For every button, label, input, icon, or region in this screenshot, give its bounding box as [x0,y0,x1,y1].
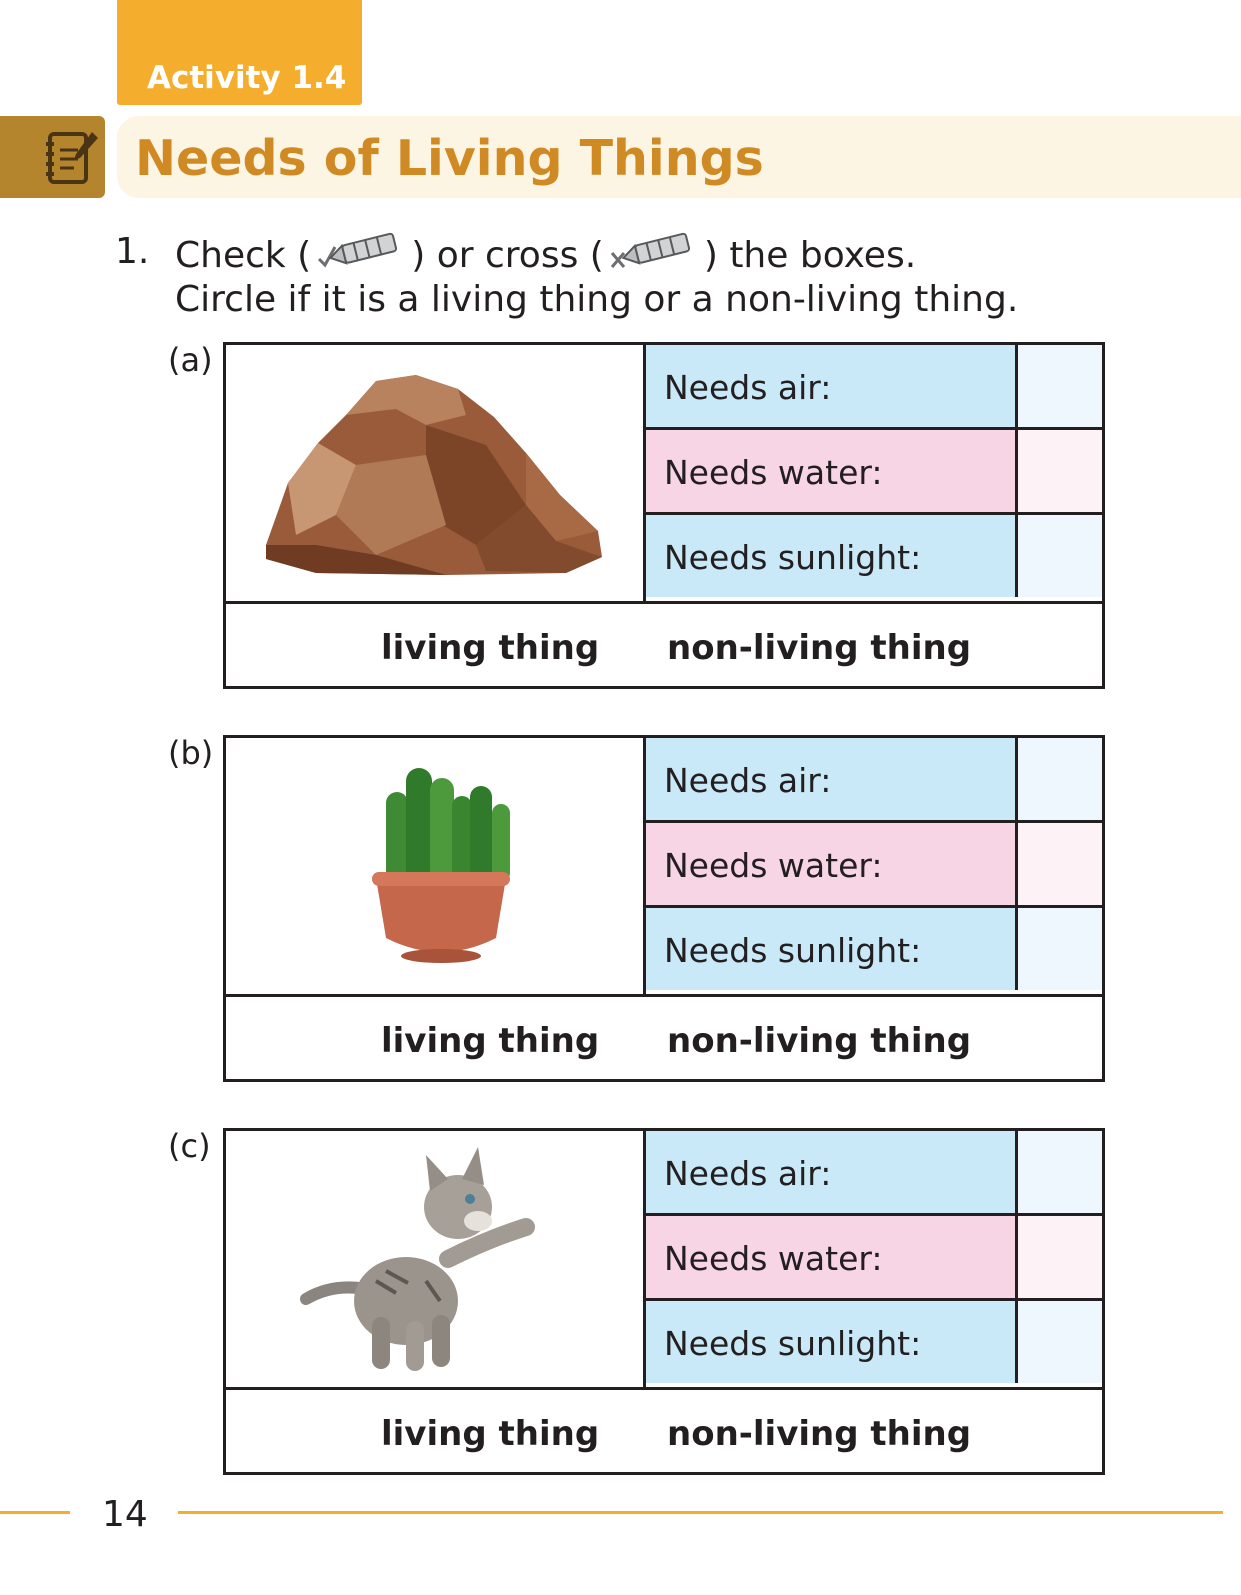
need-air-row [646,738,1102,823]
non-living-thing-option[interactable]: non-living thing [667,628,972,668]
classification-row [226,1387,1102,1472]
non-living-thing-option[interactable]: non-living thing [667,1021,972,1061]
instruction-check-text: Check ( [175,234,312,276]
need-air-row [646,345,1102,430]
living-thing-option[interactable]: living thing [381,1414,600,1454]
activity-tab [117,0,362,105]
item-label-c: (c) [168,1127,211,1165]
kitten-picture [226,1131,646,1387]
need-sunlight-answer-box[interactable] [1018,908,1102,990]
need-sunlight-answer-box[interactable] [1018,1301,1102,1383]
need-water-answer-box[interactable] [1018,430,1102,512]
notebook-pencil-icon [44,128,100,188]
need-air-answer-box[interactable] [1018,738,1102,820]
worksheet-icon-box [0,116,105,198]
classification-row [226,994,1102,1079]
need-air-label: Needs air: [646,345,1018,427]
classification-row [226,601,1102,686]
question-number: 1. [115,231,150,272]
needs-table-rock [646,345,1102,601]
need-water-answer-box[interactable] [1018,1216,1102,1298]
need-sunlight-row [646,908,1102,994]
page-number: 14 [102,1494,148,1535]
rock-picture [226,345,646,601]
footer-rule-right [178,1511,1223,1514]
item-card-cactus [223,735,1105,1082]
need-air-label: Needs air: [646,738,1018,820]
check-pencil-icon [315,227,407,284]
instruction-boxes-text: ) the boxes. [703,234,917,276]
needs-table-cactus [646,738,1102,994]
need-air-row [646,1131,1102,1216]
need-sunlight-label: Needs sunlight: [646,515,1018,597]
need-sunlight-label: Needs sunlight: [646,908,1018,990]
footer-rule-left [0,1511,70,1514]
question-instruction-line2: Circle if it is a living thing or a non-living thing. [175,279,1019,320]
living-thing-option[interactable]: living thing [381,628,600,668]
needs-table-kitten [646,1131,1102,1387]
need-sunlight-row [646,515,1102,601]
activity-label: Activity 1.4 [147,60,347,96]
need-water-row [646,823,1102,908]
need-air-label: Needs air: [646,1131,1018,1213]
need-sunlight-answer-box[interactable] [1018,515,1102,597]
instruction-cross-text: ) or cross ( [411,234,604,276]
item-label-a: (a) [168,341,213,379]
non-living-thing-option[interactable]: non-living thing [667,1414,972,1454]
need-water-label: Needs water: [646,823,1018,905]
need-sunlight-label: Needs sunlight: [646,1301,1018,1383]
item-label-b: (b) [168,734,214,772]
question-instruction-line1 [175,227,916,284]
need-air-answer-box[interactable] [1018,345,1102,427]
need-sunlight-row [646,1301,1102,1387]
page-title: Needs of Living Things [135,130,764,187]
cactus-picture [226,738,646,994]
item-card-kitten [223,1128,1105,1475]
need-water-row [646,1216,1102,1301]
item-card-rock [223,342,1105,689]
cross-pencil-icon [608,227,700,284]
need-water-label: Needs water: [646,1216,1018,1298]
need-air-answer-box[interactable] [1018,1131,1102,1213]
need-water-label: Needs water: [646,430,1018,512]
need-water-answer-box[interactable] [1018,823,1102,905]
living-thing-option[interactable]: living thing [381,1021,600,1061]
need-water-row [646,430,1102,515]
